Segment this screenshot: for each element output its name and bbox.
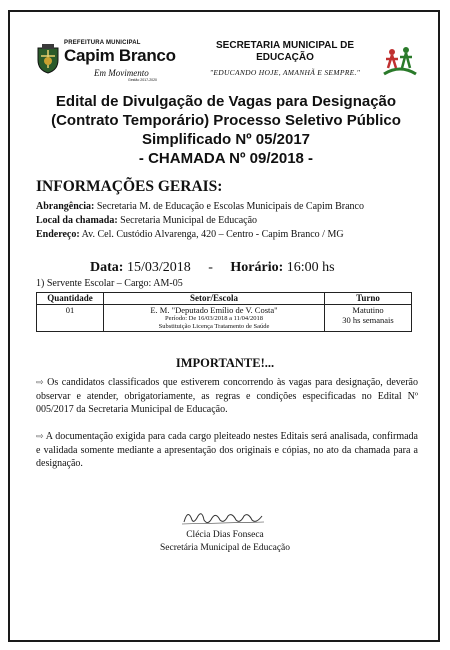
table-row bbox=[37, 305, 412, 332]
edital-title bbox=[16, 92, 436, 168]
handwritten-signature bbox=[180, 506, 270, 528]
arrow-right-icon: ⇨ bbox=[36, 378, 44, 388]
arrow-right-icon: ⇨ bbox=[36, 432, 44, 442]
abrangencia-value: Secretaria M. de Educação e Escolas Municipais de Capim Branco bbox=[94, 201, 364, 212]
paragraph-2-text: A documentação exigida para cada cargo pleiteado nestes Editais será analisada, confirmada e validada somente mediante a apresentação dos originais e cópias, no ato da chamada para a designação. bbox=[36, 431, 418, 469]
table-header-row bbox=[37, 293, 412, 305]
info-local bbox=[36, 215, 257, 226]
horas-value: 30 hs semanais bbox=[342, 315, 394, 325]
endereco-value: Av. Cel. Custódio Alvarenga, 420 – Centro - Capim Branco / MG bbox=[79, 229, 344, 240]
cell-quantidade: 01 bbox=[37, 305, 104, 332]
title-line-1: Edital de Divulgação de Vagas para Designação bbox=[55, 93, 397, 110]
logo-tiny-text: Gestão 2017-2020 bbox=[128, 78, 157, 82]
city-crest-icon bbox=[36, 44, 60, 74]
logo-subtitle: Em Movimento bbox=[94, 68, 149, 78]
prefeitura-logo bbox=[22, 38, 192, 86]
education-figures-icon bbox=[380, 44, 420, 78]
escola-name: E. M. "Deputado Emílio de V. Costa" bbox=[150, 305, 278, 315]
title-line-2: (Contrato Temporário) Processo Seletivo Público bbox=[51, 112, 401, 129]
header-quantidade: Quantidade bbox=[37, 293, 104, 305]
signatory-role: Secretária Municipal de Educação bbox=[159, 543, 291, 553]
motivo-text: Substituição Licença Tratamento de Saúde bbox=[158, 323, 270, 330]
horario-label: Horário: bbox=[230, 260, 284, 275]
vagas-table bbox=[36, 292, 412, 332]
logo-small-text: PREFEITURA MUNICIPAL bbox=[64, 40, 141, 46]
secretaria-title: SECRETARIA MUNICIPAL DE EDUCAÇÃO bbox=[216, 40, 354, 63]
title-line-4: - CHAMADA Nº 09/2018 - bbox=[138, 150, 314, 167]
secretaria-motto: "EDUCANDO HOJE, AMANHÃ E SEMPRE." bbox=[209, 68, 361, 77]
schedule-separator: - bbox=[208, 260, 213, 275]
header-setor: Setor/Escola bbox=[104, 293, 325, 305]
paragraph-1 bbox=[36, 376, 418, 416]
cell-turno bbox=[325, 305, 412, 332]
data-label: Data: bbox=[90, 260, 124, 275]
cargo-line: 1) Servente Escolar – Cargo: AM-05 bbox=[36, 278, 183, 289]
info-endereco bbox=[36, 229, 344, 240]
importante-heading: IMPORTANTE!... bbox=[175, 356, 275, 370]
endereco-label: Endereço: bbox=[36, 229, 80, 240]
turno-value: Matutino bbox=[352, 305, 384, 315]
logo-main-text: Capim Branco bbox=[64, 46, 176, 65]
abrangencia-label: Abrangência: bbox=[36, 201, 95, 212]
data-value: 15/03/2018 bbox=[123, 260, 191, 275]
local-value: Secretaria Municipal de Educação bbox=[117, 215, 258, 226]
header-turno: Turno bbox=[325, 293, 412, 305]
title-line-3: Simplificado Nº 05/2017 bbox=[141, 131, 311, 148]
paragraph-1-text: Os candidatos classificados que estiverem concorrendo às vagas para designação, deverão observar e atender, obrigatoriamente, as regras e condições especificadas no Edital Nº 005/2017 da Secretaria Municipal de Educação. bbox=[36, 377, 418, 415]
info-heading: INFORMAÇÕES GERAIS: bbox=[36, 178, 223, 195]
periodo-text: Período: De 16/03/2018 a 11/04/2018 bbox=[165, 315, 263, 322]
signatory-name: Clécia Dias Fonseca bbox=[186, 530, 264, 540]
local-label: Local da chamada: bbox=[36, 215, 118, 226]
info-abrangencia bbox=[36, 201, 364, 212]
horario-value: 16:00 hs bbox=[283, 260, 335, 275]
schedule-line bbox=[90, 260, 335, 276]
cell-setor bbox=[104, 305, 325, 332]
paragraph-2 bbox=[36, 430, 418, 470]
